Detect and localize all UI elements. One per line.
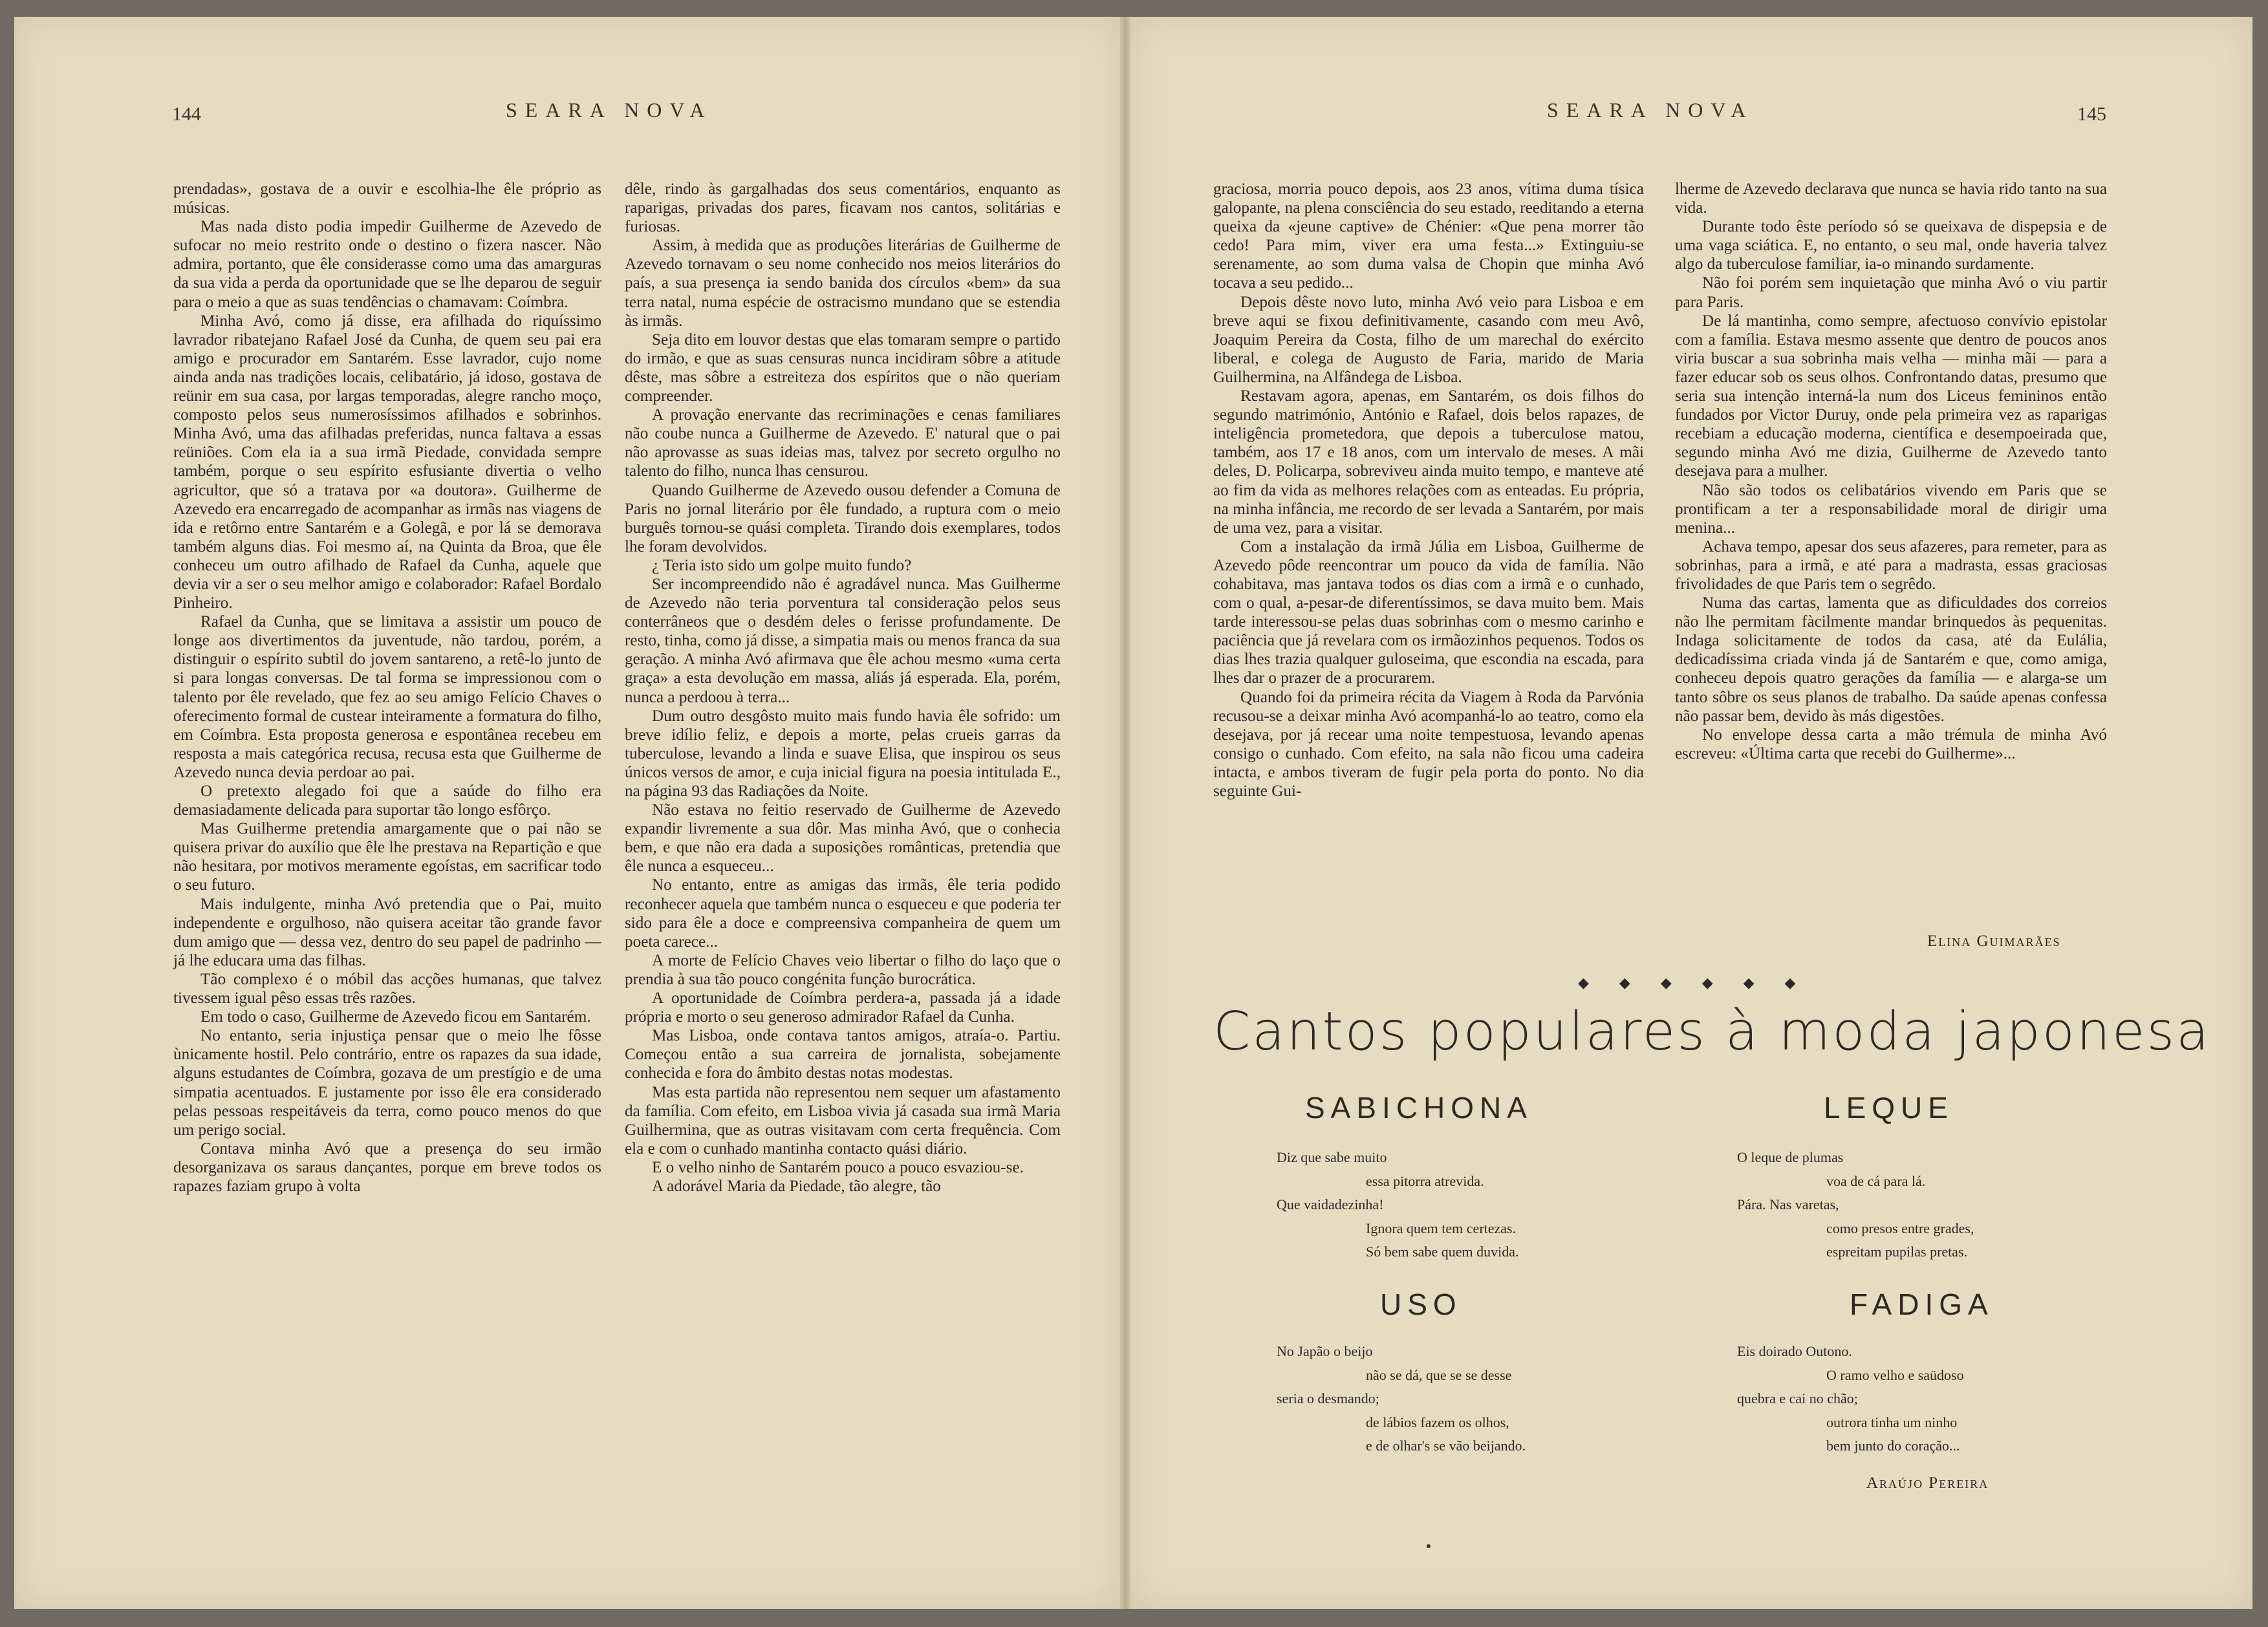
- poem-line: outrora tinha um ninho: [1826, 1414, 1958, 1430]
- left-page-column-2: [625, 180, 1061, 1196]
- paragraph: Em todo o caso, Guilherme de Azevedo ficou em Santarém.: [200, 1008, 591, 1026]
- paragraph: Quando Guilherme de Azevedo ousou defender a Comuna de Paris no jornal literário por êle fundado, a ruptura com o meio burguês tornou-se quási completa. Tirando dois exemplares, todos lhe foram devolvidos.: [625, 481, 1061, 555]
- paragraph: No entanto, seria injustiça pensar que o meio lhe fôsse ùnicamente hostil. Pelo contrário, entre os rapazes da sua idade, alguns estudantes de Coímbra, gozava de um prestígio e de uma simpatia acentuados. E justamente por isso êle era considerado pelas pessoas respeitáveis da terra, como pouco menos do que um perigo social.: [173, 1027, 601, 1139]
- author-signature-guimaraes: Elina Guimarães: [1927, 932, 2061, 950]
- poem-line: não se dá, que se se desse: [1366, 1366, 1512, 1383]
- paragraph: E o velho ninho de Santarém pouco a pouco esvaziou-se.: [652, 1158, 1024, 1176]
- poem-line: O ramo velho e saüdoso: [1826, 1366, 1964, 1383]
- paragraph: Tão complexo é o móbil das acções humanas, que talvez tivessem igual pêso essas três razões.: [173, 970, 601, 1007]
- right-page-column-1: [1213, 180, 1644, 801]
- right-page-column-2: [1675, 180, 2107, 763]
- left-page-column-1: [173, 180, 601, 1196]
- paragraph: Numa das cartas, lamenta que as dificuldades dos correios não lhe permitam fàcilmente mandar brinquedos às pequenitas. Indaga solicitamente de todos da casa, até da Eulália, dedicadíssima criada vinda já de Santarém e que, como amiga, conheceu depois quatro gerações da família — e alarga-se um tanto sôbre os seus planos de trabalho. Da saúde apenas confessa não passar bem, devido às más digestões.: [1675, 594, 2107, 725]
- paragraph: Rafael da Cunha, que se limitava a assistir um pouco de longe aos divertimentos da juventude, não tardou, porém, a distinguir o espírito subtil do jovem santareno, a retê-lo junto de si para longas conversas. De tal forma se impressionou com o talento por êle revelado, que fez ao seu amigo Felício Chaves o oferecimento formal de custear inteiramente a formatura do filho, em Coímbra. Esta proposta generosa e espontânea recebeu em resposta a mais categórica recusa, recusa esta que Guilherme de Azevedo nunca devia perdoar ao pai.: [173, 613, 601, 781]
- poem-line: Pára. Nas varetas,: [1737, 1196, 1839, 1212]
- page-mark: [1427, 1544, 1431, 1548]
- poem-line: seria o desmando;: [1277, 1390, 1379, 1406]
- paragraph: O pretexto alegado foi que a saúde do filho era demasiadamente delicada para suportar tão longo esfôrço.: [173, 782, 601, 819]
- paragraph: Durante todo êste período só se queixava de dispepsia e de uma vaga sciática. E, no entanto, o seu mal, onde haveria talvez algo da tuberculose familiar, ia-o minando surdamente.: [1675, 218, 2107, 274]
- section-ornament: ◆ ◆ ◆ ◆ ◆ ◆: [1578, 975, 1809, 991]
- poem-leque: [1737, 1146, 1974, 1264]
- poem-title-leque: LEQUE: [1824, 1091, 1954, 1125]
- paragraph: Não estava no feitio reservado de Guilherme de Azevedo expandir livremente a sua dôr. Mas minha Avó, que o conhecia bem, e que não era dada a suposições românticas, pretendia que êle nunca a esqueceu...: [625, 801, 1061, 876]
- poem-uso: [1277, 1340, 1526, 1458]
- poem-line: O leque de plumas: [1737, 1149, 1844, 1165]
- poem-sabichona: [1277, 1146, 1518, 1264]
- paragraph: Contava minha Avó que a presença do seu irmão desorganizava os saraus dançantes, porque em breve todos os rapazes faziam grupo à volta: [173, 1139, 601, 1195]
- paragraph: Com a instalação da irmã Júlia em Lisboa, Guilherme de Azevedo pôde reencontrar um pouco da vida de família. Não cohabitava, mas jantava todos os dias com a irmã e o cunhado, com o qual, a-pesar-de diferentíssimos, se dava muito bem. Mais tarde interessou-se pelas duas sobrinhas com o mesmo carinho e paciência que já revelara com os irmãozinhos pequenos. Todos os dias lhes trazia qualquer guloseima, que escondia na escada, para lhes dar o prazer de a procurarem.: [1213, 537, 1644, 687]
- poem-title-uso: USO: [1380, 1288, 1462, 1321]
- paragraph: Mas nada disto podia impedir Guilherme de Azevedo de sufocar no meio restrito onde o destino o fizera nascer. Não admira, portanto, que êle considerasse como uma das amarguras da sua vida a perda da oportunidade que se lhe deparou de seguir para o meio a que as suas tendências o chamavam: Coímbra.: [173, 218, 601, 311]
- poem-line: Que vaidadezinha!: [1277, 1196, 1384, 1212]
- running-head-left: SEARA NOVA: [506, 98, 713, 122]
- poem-line: de lábios fazem os olhos,: [1366, 1414, 1509, 1430]
- paragraph: Não foi porém sem inquietação que minha Avó o viu partir para Paris.: [1675, 274, 2107, 311]
- paragraph: Mais indulgente, minha Avó pretendia que o Pai, muito independente e orgulhoso, não quisera aceitar tão grande favor dum amigo que — dessa vez, dentro do seu papel de padrinho — já lhe educara uma das filhas.: [173, 895, 601, 969]
- page-number-left: 144: [172, 103, 201, 125]
- poem-line: espreitam pupilas pretas.: [1826, 1244, 1968, 1260]
- paragraph: Seja dito em louvor destas que elas tomaram sempre o partido do irmão, e que as suas censuras nunca incidiram sôbre a atitude dêste, mas sôbre a estreiteza dos espíritos que o não queriam compreender.: [625, 330, 1061, 405]
- paragraph: Restavam agora, apenas, em Santarém, os dois filhos do segundo matrimónio, António e Rafael, dois belos rapazes, de inteligência prometedora, que depois a tuberculose matou, também, aos 17 e 18 anos, com um intervalo de meses. A mãi deles, D. Policarpa, sobreviveu ainda muito tempo, e manteve até ao fim da vida as melhores relações com as enteadas. Eu própria, na minha infância, me recordo de ser levada a Santarém, por mais de uma vez, para a visitar.: [1213, 387, 1644, 537]
- poem-line: como presos entre grades,: [1826, 1220, 1974, 1236]
- poem-line: e de olhar's se vão beijando.: [1366, 1438, 1526, 1454]
- paragraph: ¿ Teria isto sido um golpe muito fundo?: [652, 556, 912, 574]
- paragraph: Assim, à medida que as produções literárias de Guilherme de Azevedo tornavam o seu nome conhecido nos meios literários do país, a sua presença ia sendo banida dos círculos «bem» da sua terra natal, numa espécie de ostracismo mundano que se estendia às irmãs.: [625, 237, 1061, 330]
- paragraph: Depois dêste novo luto, minha Avó veio para Lisboa e em breve aqui se fixou definitivamente, casando com meu Avô, Joaquim Pereira da Costa, filho de um marechal do exército liberal, e colega de Augusto de Faria, marido de Maria Guilhermina, na Alfândega de Lisboa.: [1213, 293, 1644, 386]
- cantos-title: Cantos populares à moda japonesa: [1213, 1001, 2211, 1062]
- running-head-right: SEARA NOVA: [1547, 98, 1754, 122]
- author-signature-pereira: Araújo Pereira: [1866, 1474, 1989, 1492]
- poem-line: Diz que sabe muito: [1277, 1149, 1387, 1165]
- paragraph: A morte de Felício Chaves veio libertar o filho do laço que o prendia à sua tão pouco congénita função burocrática.: [625, 951, 1061, 988]
- poem-line: essa pitorra atrevida.: [1366, 1172, 1484, 1189]
- poem-title-sabichona: SABICHONA: [1305, 1091, 1533, 1125]
- poem-line: No Japão o beijo: [1277, 1343, 1373, 1359]
- paragraph: A provação enervante das recriminações e cenas familiares não coube nunca a Guilherme de Azevedo. E' natural que o pai não aprovasse as suas ideias mas, talvez por secreto orgulho no talento do filho, nunca lhas censurou.: [625, 406, 1061, 480]
- paragraph: prendadas», gostava de a ouvir e escolhia-lhe êle próprio as músicas.: [173, 180, 601, 217]
- paragraph: No entanto, entre as amigas das irmãs, êle teria podido reconhecer aquela que também nunca o esqueceu e que poderia ter sido para êle a doce e compreensiva companheira de quem um poeta carece...: [625, 876, 1061, 951]
- poem-line: Ignora quem tem certezas.: [1366, 1220, 1517, 1236]
- poem-line: quebra e cai no chão;: [1737, 1390, 1858, 1406]
- paragraph: Mas Guilherme pretendia amargamente que o pai não se quisera privar do auxílio que êle lhe prestava na Repartição e que não hesitara, por motivos meramente egoístas, em sacrificar todo o seu futuro.: [173, 820, 601, 894]
- poem-line: Eis doirado Outono.: [1737, 1343, 1852, 1359]
- paragraph: No envelope dessa carta a mão trémula de minha Avó escreveu: «Última carta que recebi do Guilherme»...: [1675, 726, 2107, 762]
- poem-line: Só bem sabe quem duvida.: [1366, 1244, 1519, 1260]
- paragraph: Achava tempo, apesar dos seus afazeres, para remeter, para as sobrinhas, para a irmã, e até para a madrasta, essas graciosas frivolidades de que Paris tem o segrêdo.: [1675, 537, 2107, 593]
- poem-title-fadiga: FADIGA: [1850, 1288, 1994, 1321]
- poem-fadiga: [1737, 1340, 1964, 1458]
- paragraph: Dum outro desgôsto muito mais fundo havia êle sofrido: um breve idílio feliz, e depois a morte, pelas crueis garras da tuberculose, levando a linda e suave Elisa, que inspirou os seus únicos versos de amor, e cuja inicial figura na poesia intitulada E., na página 93 das Radiações da Noite.: [625, 707, 1061, 800]
- paragraph: Quando foi da primeira récita da Viagem à Roda da Parvónia recusou-se a deixar minha Avó acompanhá-lo ao teatro, como ela desejava, por já recear uma noite tempestuosa, levando apenas consigo o cunhado. Com efeito, na sala não ficou uma cadeira intacta, e ambos tiveram de fugir pela porta do ponto. No dia seguinte Gui-: [1213, 688, 1644, 800]
- paragraph: Não são todos os celibatários vivendo em Paris que se prontificam a ter a responsabilidade moral de dirigir uma menina...: [1675, 481, 2107, 537]
- paragraph: Mas Lisboa, onde contava tantos amigos, atraía-o. Partiu. Começou então a sua carreira de jornalista, sobejamente conhecida e fora do âmbito destas notas modestas.: [625, 1027, 1061, 1083]
- paragraph: dêle, rindo às gargalhadas dos seus comentários, enquanto as raparigas, privadas dos pares, ficavam nos cantos, solitárias e furiosas.: [625, 180, 1061, 236]
- paragraph: Minha Avó, como já disse, era afilhada do riquíssimo lavrador ribatejano Rafael José da Cunha, de quem seu pai era amigo e procurador em Santarém. Esse lavrador, cujo nome ainda anda nas tradições locais, celibatário, já idoso, gostava de reünir em sua casa, por largas temporadas, alegre rancho moço, composto pelos seus numerosíssimos afilhados e sobrinhos. Minha Avó, uma das afilhadas preferidas, nunca faltava a essas reüniões. Com ela ia a sua irmã Piedade, convidada sempre também, porque o seu espírito esfusiante divertia o velho agricultor, que só a tratava por «a doutora». Guilherme de Azevedo era encarregado de acompanhar as irmãs nas viagens de ida e retôrno entre Santarém e a Golegã, e por lá se demorava também alguns dias. Foi mesmo aí, na Quinta da Broa, que êle conheceu um outro afilhado de Rafael da Cunha, aquele que devia vir a ser o seu melhor amigo e colaborador: Rafael Bordalo Pinheiro.: [173, 312, 601, 612]
- paragraph: lherme de Azevedo declarava que nunca se havia rido tanto na sua vida.: [1675, 180, 2107, 217]
- paragraph: A oportunidade de Coímbra perdera-a, passada já a idade própria e morto o seu generoso admirador Rafael da Cunha.: [625, 989, 1061, 1026]
- paragraph: A adorável Maria da Piedade, tão alegre, tão: [652, 1177, 941, 1195]
- page-number-right: 145: [2077, 103, 2106, 125]
- paragraph: De lá mantinha, como sempre, afectuoso convívio epistolar com a família. Estava mesmo assente que dentro de poucos anos viria buscar a sua sobrinha mais velha — minha mãi — para a fazer educar sob os seus olhos. Confrontando datas, presumo que seria sua intenção interná-la num dos Liceus femininos então fundados por Victor Duruy, onde pela primeira vez as raparigas recebiam a educação moderna, científica e desempoeirada que, segundo minha Avó me dizia, Guilherme de Azevedo tanto desejava para a mulher.: [1675, 312, 2107, 480]
- paragraph: graciosa, morria pouco depois, aos 23 anos, vítima duma tísica galopante, na plena consciência do seu estado, reeditando a eterna queixa da «jeune captive» de Chénier: «Que pena morrer tão cedo! Para mim, viver era uma festa...» Extinguiu-se serenamente, ao som duma valsa de Chopin que minha Avó tocava a seu pedido...: [1213, 180, 1644, 292]
- paragraph: Ser incompreendido não é agradável nunca. Mas Guilherme de Azevedo não teria porventura tal consideração pelos seus conterrâneos que o desdém deles o ferisse profundamente. De resto, tinha, como já disse, a simpatia mais ou menos franca da sua geração. A minha Avó afirmava que êle achou mesmo «uma certa graça» a esta devolução em massa, aliás já esperada. Ela, porém, nunca a perdoou à terra...: [625, 575, 1061, 706]
- poem-line: bem junto do coração...: [1826, 1438, 1960, 1454]
- poem-line: voa de cá para lá.: [1826, 1172, 1926, 1189]
- paragraph: Mas esta partida não representou nem sequer um afastamento da família. Com efeito, em Lisboa vivia já casada sua irmã Maria Guilhermina, que as outras visitavam com certa frequência. Com ela e com o cunhado mantinha contacto quási diário.: [625, 1083, 1061, 1158]
- book-gutter: [1120, 17, 1130, 1609]
